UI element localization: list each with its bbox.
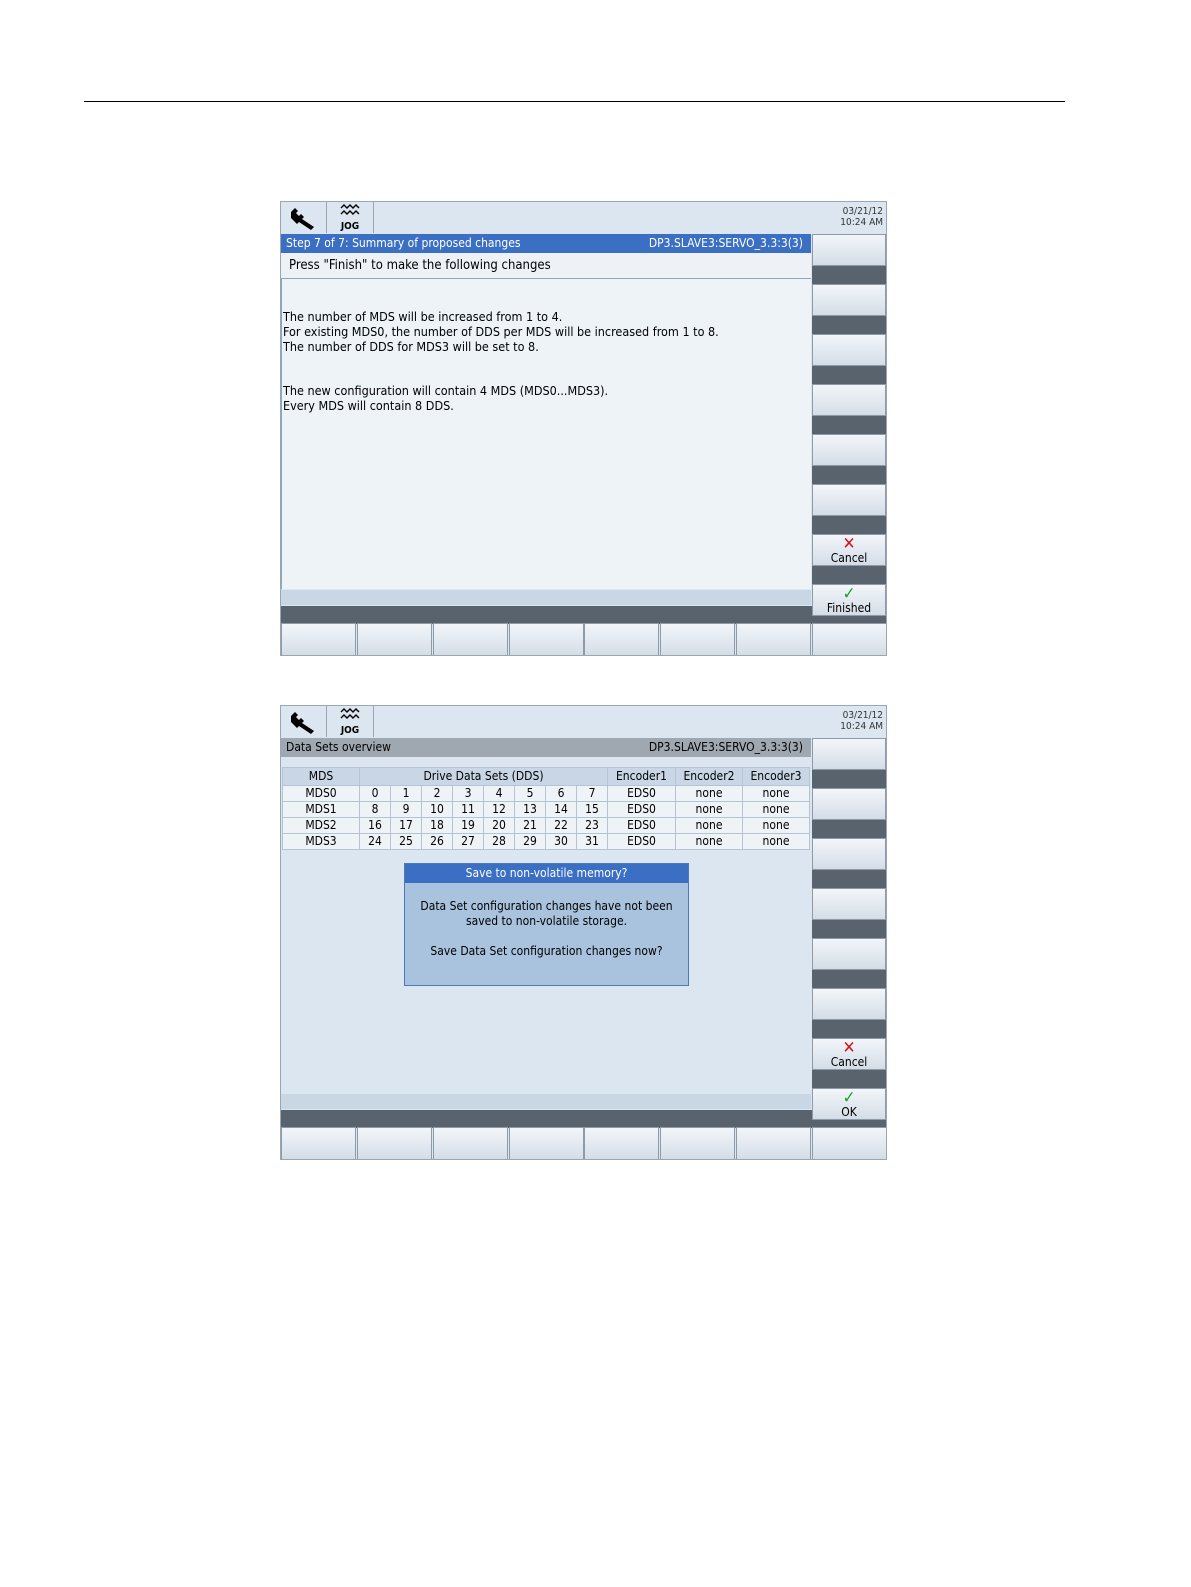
cell-dds: 4 <box>484 786 515 802</box>
x-icon: ✕ <box>842 1038 856 1058</box>
cell-encoder2: none <box>676 786 743 802</box>
cell-dds: 21 <box>515 818 546 834</box>
page-header-rule <box>84 101 1065 102</box>
dialog-title: Save to non-volatile memory? <box>405 864 688 883</box>
cancel-button[interactable] <box>812 534 886 566</box>
cell-dds: 30 <box>546 834 577 850</box>
column-header-dds: Drive Data Sets (DDS) <box>360 768 608 786</box>
cell-dds: 25 <box>391 834 422 850</box>
data-sets-overview-screen <box>280 705 887 1160</box>
wizard-summary-screen <box>280 201 887 656</box>
cell-encoder1: EDS0 <box>608 802 676 818</box>
jog-label: JOG <box>340 221 360 232</box>
ok-button[interactable] <box>812 1088 886 1120</box>
cell-dds: 20 <box>484 818 515 834</box>
table-row[interactable] <box>283 834 810 850</box>
horizontal-softkey-6[interactable] <box>660 623 735 656</box>
jog-mode-button[interactable] <box>327 706 374 737</box>
horizontal-softkey-3[interactable] <box>433 1127 508 1160</box>
cell-dds: 27 <box>453 834 484 850</box>
top-header <box>281 706 886 737</box>
cell-dds: 9 <box>391 802 422 818</box>
summary-line: For existing MDS0, the number of DDS per MDS will be increased from 1 to 8. <box>283 324 719 339</box>
horizontal-softkey-5[interactable] <box>584 1127 659 1160</box>
cell-encoder3: none <box>743 786 810 802</box>
summary-line: The number of DDS for MDS3 will be set to 8. <box>283 339 539 354</box>
time-text: 10:24 AM <box>840 217 883 228</box>
cell-dds: 31 <box>577 834 608 850</box>
cell-dds: 23 <box>577 818 608 834</box>
horizontal-softkey-5[interactable] <box>584 623 659 656</box>
data-sets-table <box>282 767 810 850</box>
status-line <box>281 1094 811 1109</box>
cancel-button[interactable] <box>812 1038 886 1070</box>
cell-encoder3: none <box>743 802 810 818</box>
status-line <box>281 590 811 605</box>
summary-line: Every MDS will contain 8 DDS. <box>283 398 454 413</box>
horizontal-softkey-4[interactable] <box>509 1127 584 1160</box>
cell-encoder2: none <box>676 834 743 850</box>
vertical-softkey-2[interactable] <box>812 284 886 316</box>
horizontal-softkeys <box>281 623 886 656</box>
cell-dds: 8 <box>360 802 391 818</box>
cell-dds: 18 <box>422 818 453 834</box>
cell-mds: MDS0 <box>283 786 360 802</box>
summary-line: The number of MDS will be increased from 1 to 4. <box>283 309 563 324</box>
horizontal-softkey-6[interactable] <box>660 1127 735 1160</box>
checkmark-icon: ✓ <box>842 584 856 604</box>
cell-encoder3: none <box>743 834 810 850</box>
column-header-encoder1: Encoder1 <box>608 768 676 786</box>
cell-encoder2: none <box>676 802 743 818</box>
column-header-encoder3: Encoder3 <box>743 768 810 786</box>
vertical-softkey-2[interactable] <box>812 788 886 820</box>
table-row[interactable] <box>283 786 810 802</box>
cancel-label: Cancel <box>830 1055 868 1069</box>
horizontal-softkeys <box>281 1127 886 1160</box>
vertical-softkey-6[interactable] <box>812 484 886 516</box>
cell-dds: 10 <box>422 802 453 818</box>
vertical-softkey-5[interactable] <box>812 434 886 466</box>
vertical-softkey-3[interactable] <box>812 838 886 870</box>
setup-area-button[interactable] <box>281 706 327 737</box>
window-title-bar <box>281 234 811 253</box>
drive-object-path: DP3.SLAVE3:SERVO_3.3:3(3) <box>648 740 803 754</box>
cell-dds: 26 <box>422 834 453 850</box>
summary-content <box>281 279 811 589</box>
horizontal-softkey-7[interactable] <box>736 1127 811 1160</box>
cell-dds: 3 <box>453 786 484 802</box>
cell-encoder1: EDS0 <box>608 834 676 850</box>
horizontal-softkey-1[interactable] <box>281 623 356 656</box>
cell-mds: MDS3 <box>283 834 360 850</box>
vertical-softkey-5[interactable] <box>812 938 886 970</box>
step-title: Step 7 of 7: Summary of proposed changes <box>286 236 521 250</box>
horizontal-softkey-3[interactable] <box>433 623 508 656</box>
date-text: 03/21/12 <box>842 206 883 217</box>
x-icon: ✕ <box>842 534 856 554</box>
horizontal-softkey-2[interactable] <box>357 1127 432 1160</box>
setup-area-button[interactable] <box>281 202 327 233</box>
cell-dds: 11 <box>453 802 484 818</box>
cell-dds: 6 <box>546 786 577 802</box>
date-time <box>840 710 883 732</box>
dialog-message: saved to non-volatile storage. <box>465 914 628 928</box>
column-header-encoder2: Encoder2 <box>676 768 743 786</box>
checkmark-icon: ✓ <box>842 1088 856 1108</box>
dialog-question: Save Data Set configuration changes now? <box>430 944 663 958</box>
vertical-softkey-1[interactable] <box>812 234 886 266</box>
dialog-body <box>405 883 688 959</box>
jog-wave-icon <box>327 706 374 726</box>
horizontal-softkey-4[interactable] <box>509 623 584 656</box>
horizontal-softkey-1[interactable] <box>281 1127 356 1160</box>
top-header <box>281 202 886 233</box>
horizontal-softkey-2[interactable] <box>357 623 432 656</box>
window-title-bar <box>281 738 811 757</box>
softkey-separator-bar <box>281 1110 886 1128</box>
dialog-message: Data Set configuration changes have not been <box>420 899 673 913</box>
cell-dds: 24 <box>360 834 391 850</box>
cell-encoder3: none <box>743 818 810 834</box>
cell-dds: 16 <box>360 818 391 834</box>
cell-dds: 7 <box>577 786 608 802</box>
vertical-softkey-6[interactable] <box>812 988 886 1020</box>
horizontal-softkey-8[interactable] <box>812 1127 887 1160</box>
table-row[interactable] <box>283 818 810 834</box>
cell-dds: 19 <box>453 818 484 834</box>
cancel-label: Cancel <box>830 551 868 565</box>
instruction-text: Press "Finish" to make the following changes <box>281 253 811 279</box>
ok-label: OK <box>841 1105 857 1119</box>
cell-encoder1: EDS0 <box>608 786 676 802</box>
softkey-separator-bar <box>281 606 886 624</box>
cell-encoder2: none <box>676 818 743 834</box>
jog-mode-button[interactable] <box>327 202 374 233</box>
cell-mds: MDS2 <box>283 818 360 834</box>
jog-label: JOG <box>340 725 360 736</box>
cell-mds: MDS1 <box>283 802 360 818</box>
jog-wave-icon <box>327 202 374 222</box>
cell-dds: 17 <box>391 818 422 834</box>
wrench-icon <box>281 706 327 737</box>
cell-encoder1: EDS0 <box>608 818 676 834</box>
vertical-softkey-4[interactable] <box>812 888 886 920</box>
cell-dds: 0 <box>360 786 391 802</box>
cell-dds: 14 <box>546 802 577 818</box>
cell-dds: 5 <box>515 786 546 802</box>
date-time <box>840 206 883 228</box>
horizontal-softkey-7[interactable] <box>736 623 811 656</box>
horizontal-softkey-8[interactable] <box>812 623 887 656</box>
date-text: 03/21/12 <box>842 710 883 721</box>
drive-object-path: DP3.SLAVE3:SERVO_3.3:3(3) <box>648 236 803 250</box>
wrench-icon <box>281 202 327 233</box>
cell-dds: 22 <box>546 818 577 834</box>
cell-dds: 2 <box>422 786 453 802</box>
column-header-mds: MDS <box>283 768 360 786</box>
cell-dds: 29 <box>515 834 546 850</box>
cell-dds: 15 <box>577 802 608 818</box>
cell-dds: 13 <box>515 802 546 818</box>
summary-line: The new configuration will contain 4 MDS (MDS0...MDS3). <box>283 383 609 398</box>
vertical-softkey-4[interactable] <box>812 384 886 416</box>
finished-button[interactable] <box>812 584 886 616</box>
window-title: Data Sets overview <box>286 740 391 754</box>
finished-label: Finished <box>826 601 872 615</box>
time-text: 10:24 AM <box>840 721 883 732</box>
save-nonvolatile-dialog <box>404 863 689 986</box>
vertical-softkey-3[interactable] <box>812 334 886 366</box>
table-row[interactable] <box>283 802 810 818</box>
vertical-softkey-1[interactable] <box>812 738 886 770</box>
cell-dds: 1 <box>391 786 422 802</box>
cell-dds: 12 <box>484 802 515 818</box>
cell-dds: 28 <box>484 834 515 850</box>
table-header-row <box>283 768 810 786</box>
